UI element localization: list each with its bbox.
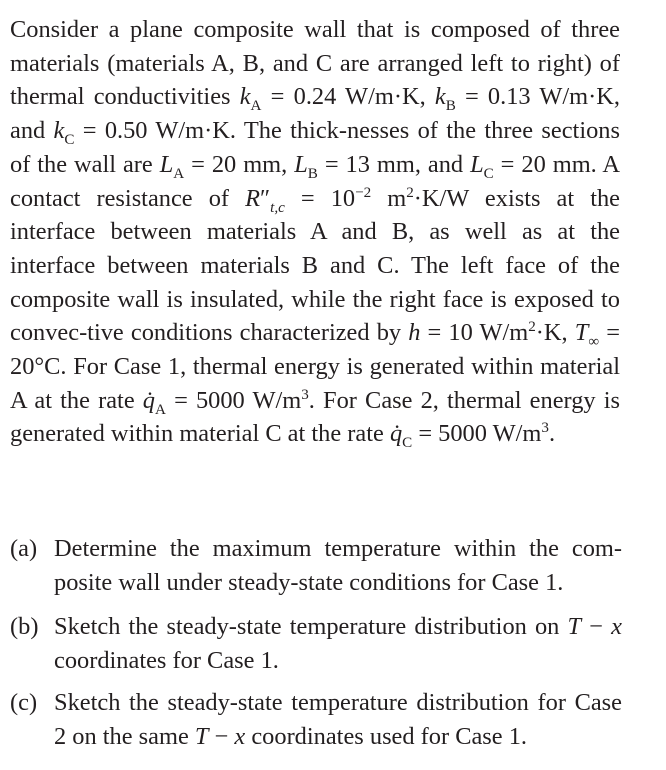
part-text: Sketch the steady-state temperature distribution for Case 2 on the same T − x coordinates used for Case 1.	[54, 689, 622, 750]
question-part-c	[10, 686, 622, 753]
part-text: Sketch the steady-state temperature distribution on T − x coordinates for Case 1.	[54, 613, 622, 674]
problem-statement: Consider a plane composite wall that is composed of three materials (materials A, B, and C are arranged left to right) of thermal conductivities $k_A = 0.24$ W/m·K, $k_B = 0.13$ W/m·K, and $k_C = 0.50$ W/m·K. The thick-nesses of the three sections of the wall are $L_A = 20$ mm, $L_B = 13$ mm, and $L_C = 20$ mm. A contact resistance of $R''_{t,c} = 10^{-2}$ $m^2\cdot K/W$ exists at the interface between materials A and B, as well as at the interface between materials B and C. The left face of the composite wall is insulated, while the right face is exposed to convec-tive conditions characterized by h = 10 $W/m^2\cdot K$, $T_\infty = 20^\circ C$. For Case 1, thermal energy is generated within material A at the rate $q̇_A = 5000$ $W/m^3$. For Case 2, thermal energy is generated within material C at the rate $q̇_C = 5000$ $W/m^3$.	[10, 16, 620, 452]
question-part-a	[10, 532, 622, 599]
part-label: (b)	[10, 613, 39, 640]
part-text: Determine the maximum temperature within the com-posite wall under steady-state conditions for Case 1.	[54, 535, 622, 596]
question-part-b	[10, 610, 622, 677]
part-label: (a)	[10, 535, 38, 562]
part-label: (c)	[10, 689, 38, 716]
